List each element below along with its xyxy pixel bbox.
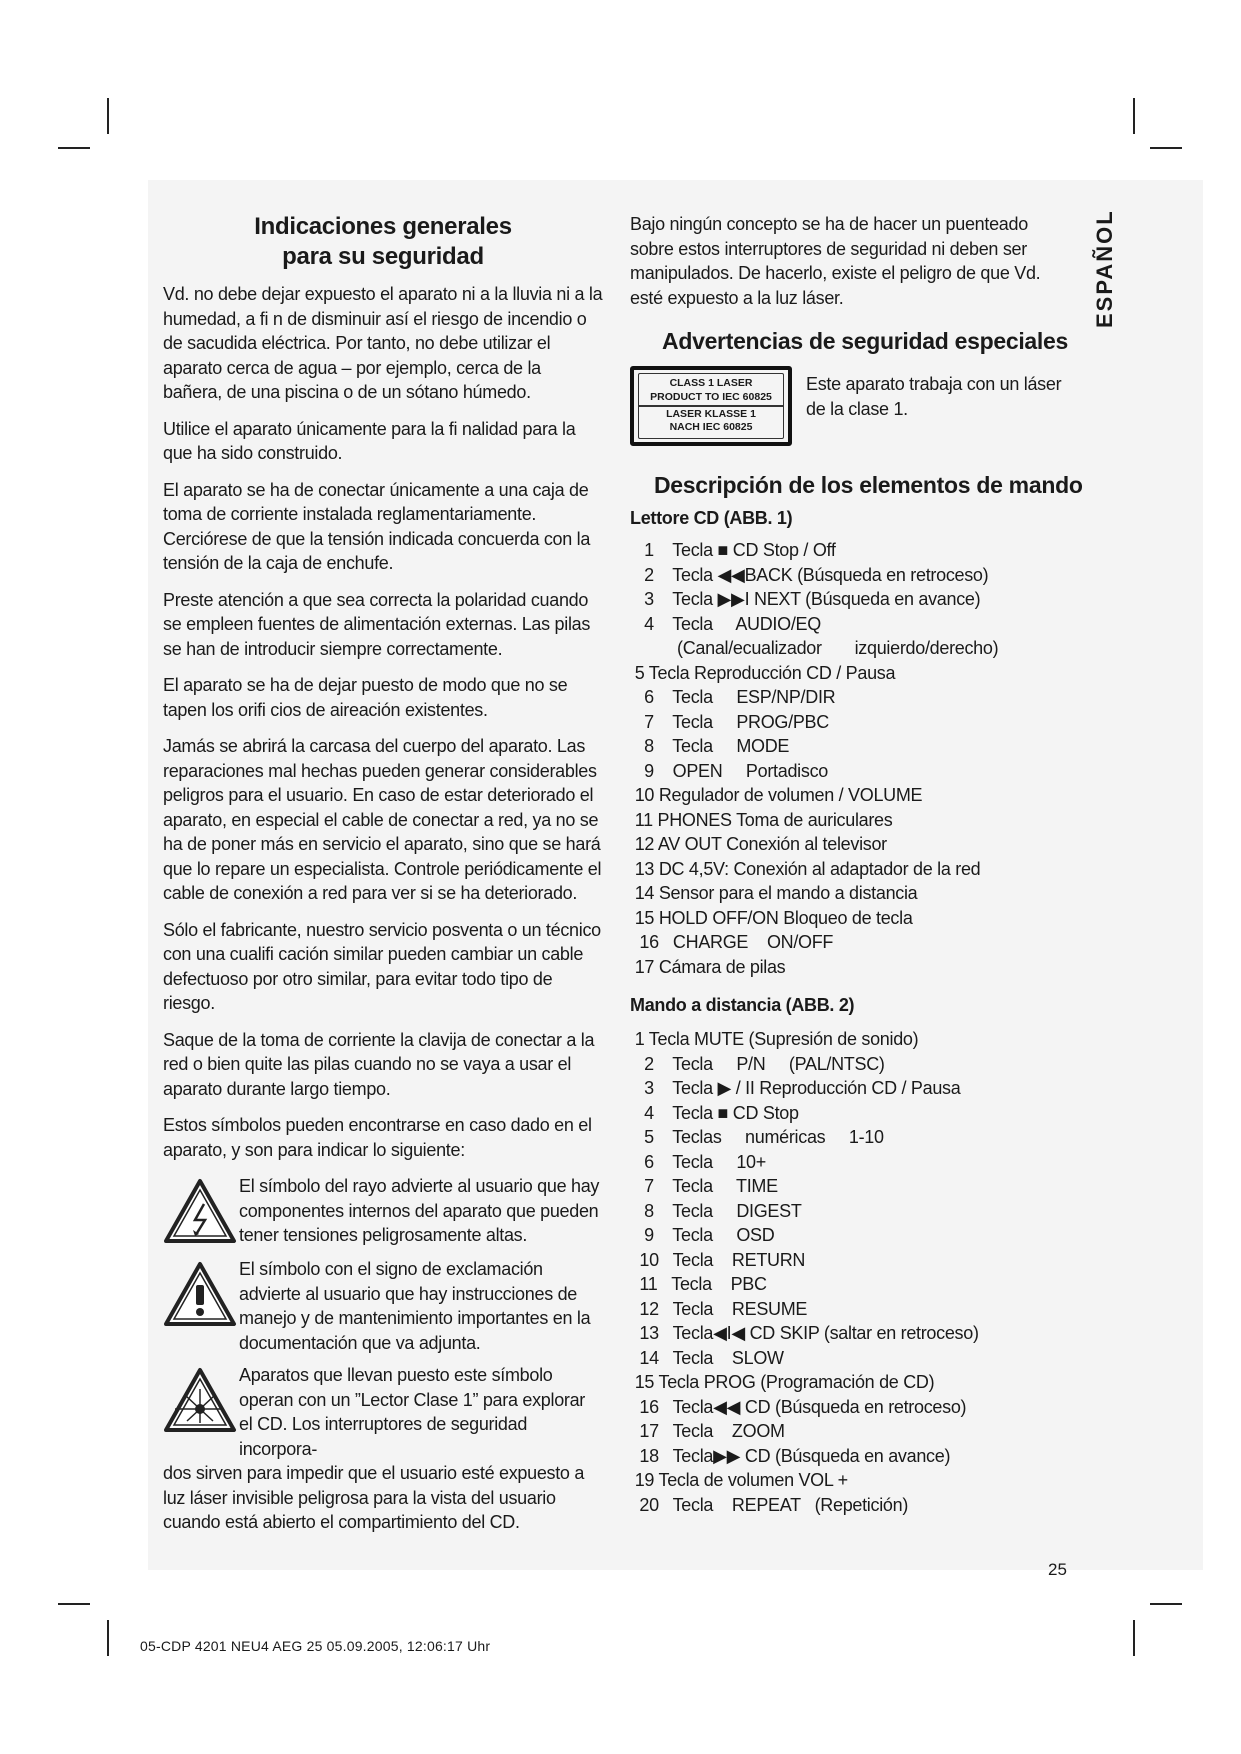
crop-mark: [1150, 147, 1182, 149]
list-item: 20 Tecla REPEAT (Repetición): [630, 1494, 909, 1515]
list-item: 16 Tecla◀◀ CD (Búsqueda en retroceso): [630, 1396, 967, 1417]
crop-mark: [107, 1620, 109, 1656]
right-column: [630, 212, 1100, 1517]
list-item: 3 Tecla ▶ / II Reproducción CD / Pausa: [630, 1078, 961, 1098]
cd-player-subtitle: Lettore CD (ABB. 1): [630, 508, 793, 528]
list-item: 11 Tecla PBC: [630, 1274, 767, 1294]
paragraph: Utilice el aparato únicamente para la fi nalidad para la que ha sido construido.: [163, 418, 576, 463]
safety-title-line1: Indicaciones generales: [254, 213, 512, 240]
laser-label-line: LASER KLASSE 1: [666, 407, 756, 420]
symbol-laser-text-continued: dos sirven para impedir que el usuario esté expuesto a luz láser invisible peligrosa para la vista del usuario cuando está abierto el compartimiento del CD.: [163, 1463, 585, 1532]
left-column: [163, 212, 603, 1535]
list-item: 18 Tecla▶▶ CD (Búsqueda en avance): [630, 1445, 951, 1466]
list-item: 12 Tecla RESUME: [630, 1298, 808, 1319]
paragraph: Vd. no debe dejar expuesto el aparato ni a la lluvia ni a la humedad, a fi n de disminuir así el riesgo de incendio o de sacudida eléctrica. Por tanto, no debe utilizar el aparato cerca de agua – por ejemplo, cerca de la bañera, de una piscina o de un sótano húmedo.: [163, 284, 603, 402]
list-item: 7 Tecla TIME: [630, 1176, 778, 1196]
list-item: 10 Regulador de volumen / VOLUME: [630, 785, 923, 805]
controls-title: Descripción de los elementos de mando: [654, 472, 1083, 498]
list-item: 17 Tecla ZOOM: [630, 1421, 785, 1441]
intro-paragraph: Bajo ningún concepto se ha de hacer un puenteado sobre estos interruptores de seguridad ni deben ser manipulados. De hacerlo, existe el peligro de que Vd. esté expuesto a la luz láser.: [630, 214, 1041, 308]
list-item: 16 CHARGE ON/OFF: [630, 932, 834, 952]
paragraph: Saque de la toma de corriente la clavija de conectar a la red o bien quite las pilas cuando no se vaya a usar el aparato durante largo tiempo.: [163, 1029, 595, 1099]
list-item: 2 Tecla P/N (PAL/NTSC): [630, 1053, 885, 1074]
laser-label-line: NACH IEC 60825: [669, 421, 753, 434]
laser-class-label: [630, 366, 792, 446]
print-footer: 05-CDP 4201 NEU4 AEG 25 05.09.2005, 12:06:17 Uhr: [140, 1638, 491, 1654]
paragraph: Estos símbolos pueden encontrarse en caso dado en el aparato, y son para indicar lo siguiente:: [163, 1115, 592, 1160]
list-item: 4 Tecla ■ CD Stop: [630, 1102, 799, 1123]
list-item: 5 Teclas numéricas 1-10: [630, 1127, 884, 1147]
crop-mark: [1150, 1603, 1182, 1605]
list-item: 5 Tecla Reproducción CD / Pausa: [630, 662, 896, 683]
list-item: 10 Tecla RETURN: [630, 1249, 806, 1270]
list-item: 15 Tecla PROG (Programación de CD): [630, 1372, 935, 1392]
exclamation-warning-icon: [163, 1261, 239, 1332]
list-item: 11 PHONES Toma de auriculares: [630, 809, 893, 830]
list-item: 8 Tecla DIGEST: [630, 1200, 802, 1221]
laser-class-text: Este aparato trabaja con un láser de la clase 1.: [806, 374, 1062, 419]
list-item: 8 Tecla MODE: [630, 736, 790, 756]
list-item: 4 Tecla AUDIO/EQ: [630, 613, 821, 634]
list-item: 19 Tecla de volumen VOL +: [630, 1470, 848, 1490]
crop-mark: [1133, 98, 1135, 134]
list-item: 9 Tecla OSD: [630, 1225, 775, 1245]
list-item: 2 Tecla ◀◀BACK (Búsqueda en retroceso): [630, 564, 989, 585]
crop-mark: [58, 1603, 90, 1605]
list-item: 1 Tecla ■ CD Stop / Off: [630, 540, 836, 560]
crop-mark: [1133, 1620, 1135, 1656]
laser-warning-icon: [163, 1367, 239, 1438]
list-item: 1 Tecla MUTE (Supresión de sonido): [630, 1029, 919, 1049]
paragraph: Sólo el fabricante, nuestro servicio posventa o un técnico con una cualifi cación similar pueden cambiar un cable defectuoso por otro similar, para evitar todo tipo de riesgo.: [163, 919, 601, 1013]
list-item: 6 Tecla ESP/NP/DIR: [630, 687, 836, 707]
symbol-exclamation-row: [163, 1257, 603, 1355]
page-number: 25: [1048, 1560, 1067, 1579]
paragraph: El aparato se ha de conectar únicamente a una caja de toma de corriente instalada reglamentariamente. Cerciórese de que la tensión indicada concuerda con la tensión de la caja de enchufe.: [163, 479, 591, 573]
paragraph: El aparato se ha de dejar puesto de modo que no se tapen los orifi cios de aireación existentes.: [163, 675, 568, 720]
symbol-exclamation-text: El símbolo con el signo de exclamación advierte al usuario que hay instrucciones de manejo y de mantenimiento importantes en la documentación que va adjunta.: [239, 1259, 591, 1353]
list-item: 13 Tecla◀I◀ CD SKIP (saltar en retroceso): [630, 1323, 979, 1343]
laser-class-label-inner: [638, 373, 784, 439]
list-item: 14 Sensor para el mando a distancia: [630, 883, 918, 903]
list-item: 9 OPEN Portadisco: [630, 760, 828, 781]
lightning-warning-icon: [163, 1178, 239, 1249]
list-item: 13 DC 4,5V: Conexión al adaptador de la red: [630, 858, 981, 879]
paragraph: Preste atención a que sea correcta la polaridad cuando se empleen fuentes de alimentación externas. Las pilas se han de introducir siempre correctamente.: [163, 589, 591, 659]
remote-subtitle: Mando a distancia (ABB. 2): [630, 995, 855, 1015]
list-item: (Canal/ecualizador izquierdo/derecho): [630, 638, 999, 658]
remote-list: [630, 1027, 1100, 1517]
laser-label-divider: [639, 405, 783, 407]
list-item: 15 HOLD OFF/ON Bloqueo de tecla: [630, 907, 913, 928]
list-item: 6 Tecla 10+: [630, 1151, 766, 1172]
safety-title-line2: para su seguridad: [282, 243, 484, 270]
laser-class-row: [630, 366, 1100, 446]
symbol-lightning-row: [163, 1174, 603, 1249]
list-item: 17 Cámara de pilas: [630, 956, 786, 977]
list-item: 3 Tecla ▶▶I NEXT (Búsqueda en avance): [630, 589, 981, 609]
symbol-lightning-text: El símbolo del rayo advierte al usuario que hay componentes internos del aparato que pueden tener tensiones peligrosamente altas.: [239, 1176, 600, 1245]
crop-mark: [58, 147, 90, 149]
language-tab: ESPAÑOL: [1092, 209, 1117, 328]
symbol-laser-row: [163, 1363, 603, 1461]
list-item: 7 Tecla PROG/PBC: [630, 711, 829, 732]
list-item: 12 AV OUT Conexión al televisor: [630, 834, 887, 854]
laser-label-line: PRODUCT TO IEC 60825: [650, 390, 772, 403]
laser-label-line: CLASS 1 LASER: [669, 377, 753, 390]
special-warnings-title: Advertencias de seguridad especiales: [662, 328, 1068, 354]
cd-player-list: [630, 538, 1100, 979]
list-item: 14 Tecla SLOW: [630, 1347, 784, 1368]
crop-mark: [107, 98, 109, 134]
symbol-laser-text: Aparatos que llevan puesto este símbolo operan con un ”Lector Clase 1” para explorar el CD. Los interruptores de seguridad incorpora-: [239, 1365, 586, 1459]
paragraph: Jamás se abrirá la carcasa del cuerpo del aparato. Las reparaciones mal hechas pueden generar considerables peligros para el usuario. En caso de estar deteriorado el aparato, en especial el cable de conectar a red, ya no se ha de poner más en servicio el aparato, sino que se hará que lo repare un especialista. Controle periódicamente el cable de conexión a red para ver si se ha deteriorado.: [163, 736, 602, 903]
safety-title: [163, 212, 603, 272]
